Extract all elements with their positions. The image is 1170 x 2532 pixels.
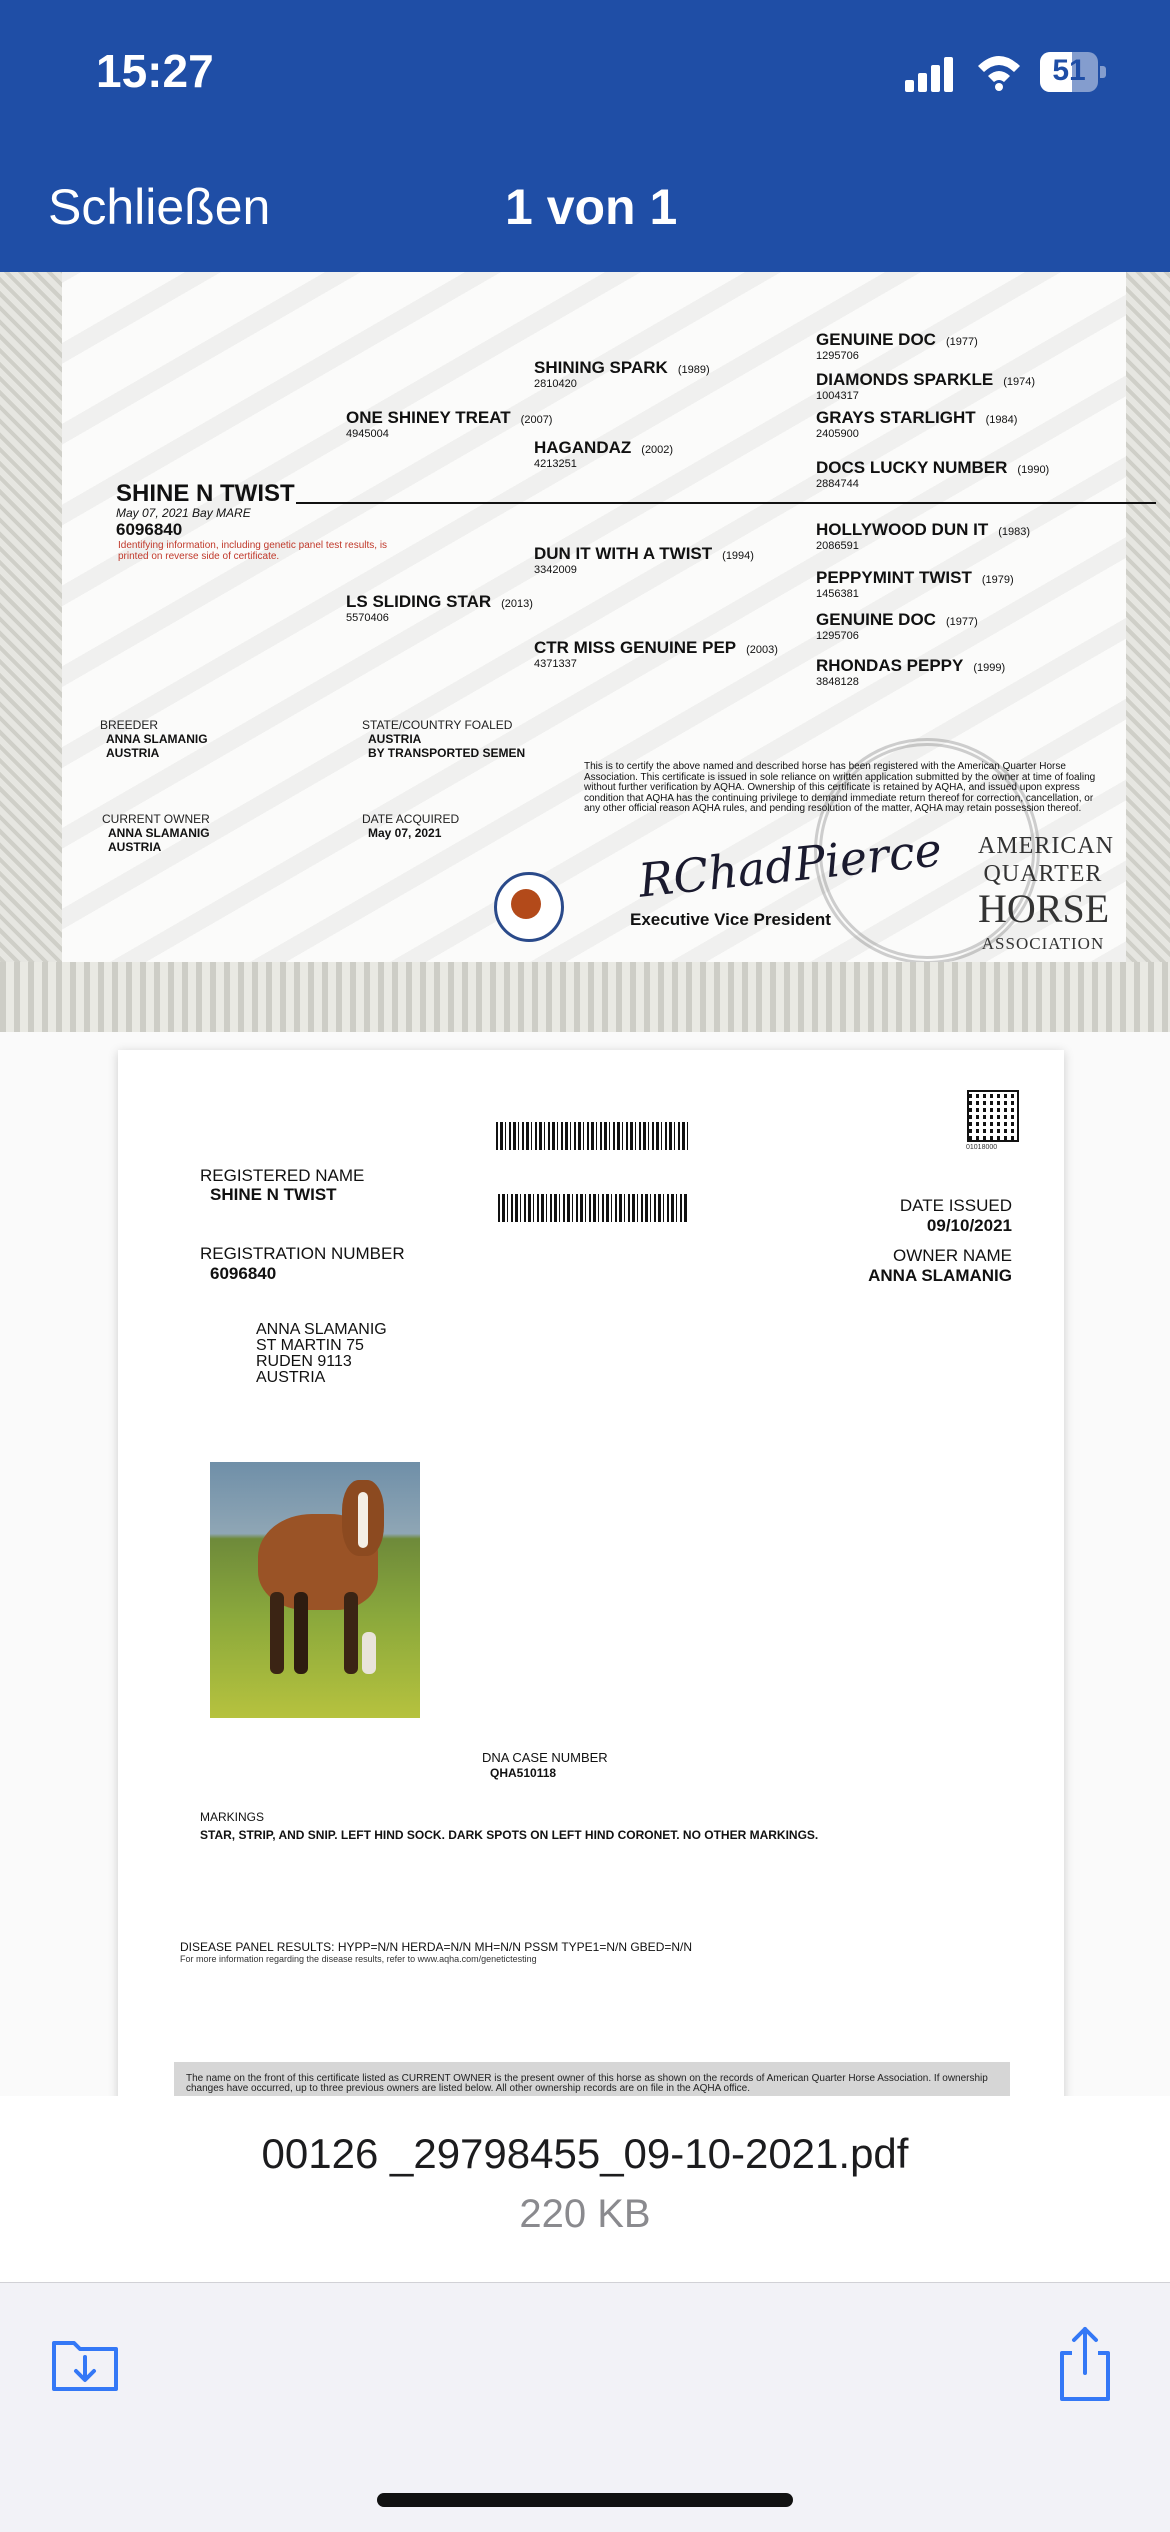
pedigree-year: (1989) <box>677 364 710 376</box>
battery-percentage: 51 <box>1052 54 1086 87</box>
address-line: AUSTRIA <box>256 1369 326 1386</box>
pedigree-year: (1979) <box>981 574 1014 586</box>
registration-number: 6096840 <box>210 1264 277 1283</box>
registration-certificate <box>0 272 1170 1032</box>
dna-case-label: DNA CASE NUMBER <box>482 1750 608 1765</box>
file-name: 00126 _29798455_09-10-2021.pdf <box>261 2130 909 2177</box>
pedigree-year: (1990) <box>1017 464 1050 476</box>
pedigree-year: (1977) <box>945 336 978 348</box>
signer-title: Executive Vice President <box>630 910 831 929</box>
foal-leg <box>270 1592 284 1674</box>
pedigree-name: RHONDAS PEPPY <box>816 656 964 675</box>
disease-info-link-text: For more information regarding the disease results, refer to www.aqha.com/genetictesting <box>180 1954 537 1964</box>
pedigree-name: PEPPYMINT TWIST <box>816 568 972 587</box>
foal-leg <box>344 1592 358 1674</box>
date-issued: 09/10/2021 <box>926 1216 1012 1235</box>
pedigree-entry <box>534 438 673 470</box>
qr-code <box>967 1090 1019 1142</box>
markings-text: STAR, STRIP, AND SNIP. LEFT HIND SOCK. DARK SPOTS ON LEFT HIND CORONET. NO OTHER MARKINGS. <box>200 1828 819 1842</box>
logo-line: HORSE <box>978 886 1110 931</box>
file-info <box>0 2096 1170 2283</box>
pedigree-name: CTR MISS GENUINE PEP <box>534 638 737 657</box>
pedigree-number: 4371337 <box>534 658 577 670</box>
pedigree-number: 2405900 <box>816 428 859 440</box>
pedigree-name: DUN IT WITH A TWIST <box>534 544 713 563</box>
barcode <box>498 1194 688 1222</box>
file-size: 220 KB <box>519 2192 651 2236</box>
address-line: ANNA SLAMANIG <box>256 1321 387 1338</box>
pedigree-name: GENUINE DOC <box>816 330 936 349</box>
wifi-icon <box>976 52 1022 92</box>
genetic-info-note: Identifying information, including genetic panel test results, is printed on reverse side of certificate. <box>118 540 388 562</box>
pedigree-year: (1983) <box>998 526 1030 538</box>
pedigree-line <box>296 502 1156 504</box>
heritage-badge-icon <box>494 872 564 942</box>
pedigree-entry <box>816 458 1049 490</box>
pedigree-year: (1974) <box>1003 376 1036 388</box>
pedigree-year: (1984) <box>985 414 1018 426</box>
registered-name-label: REGISTERED NAME <box>200 1166 365 1185</box>
pedigree-name: LS SLIDING STAR <box>346 592 492 611</box>
date-acquired-label: DATE ACQUIRED <box>362 812 460 826</box>
registration-number-label: REGISTRATION NUMBER <box>200 1244 405 1263</box>
pedigree-number: 2086591 <box>816 540 859 552</box>
pedigree-entry <box>346 592 533 624</box>
mailing-address <box>256 1322 387 1386</box>
pedigree-year: (2007) <box>520 414 553 426</box>
pedigree-entry <box>816 610 978 642</box>
bottom-toolbar <box>0 2283 1170 2532</box>
disease-panel-results: DISEASE PANEL RESULTS: HYPP=N/N HERDA=N/N MH=N/N PSSM TYPE1=N/N GBED=N/N <box>180 1940 693 1954</box>
pedigree-entry <box>816 370 1035 402</box>
horse-photo <box>210 1462 420 1718</box>
status-time: 15:27 <box>96 45 214 97</box>
pedigree-name: HAGANDAZ <box>534 438 632 457</box>
pedigree-entry <box>816 656 1005 688</box>
pedigree-number: 1295706 <box>816 630 859 642</box>
breeder-country: AUSTRIA <box>106 746 160 760</box>
pedigree-year: (2003) <box>746 644 778 656</box>
foaled-block <box>362 718 525 760</box>
registered-name: SHINE N TWIST <box>210 1185 337 1204</box>
breeder-block <box>100 718 208 760</box>
pedigree-number: 3342009 <box>534 564 577 576</box>
pedigree-entry <box>534 358 710 390</box>
pedigree-name: HOLLYWOOD DUN IT <box>816 520 989 539</box>
current-owner-country: AUSTRIA <box>108 840 162 854</box>
pedigree-number: 1456381 <box>816 588 859 600</box>
foaled-method: BY TRANSPORTED SEMEN <box>368 746 526 760</box>
ownership-footer-text: The name on the front of this certificate listed as CURRENT OWNER is the present owner of this horse as shown on the records of American Quarter Horse Association. If ownership changes have occurred, up to three previous owners are listed below. All other ownership records are on file in the AQHA office. <box>186 2073 988 2094</box>
current-owner-block <box>102 812 210 854</box>
cellular-signal-icon <box>905 56 955 92</box>
pedigree-name: ONE SHINEY TREAT <box>346 408 511 427</box>
pedigree-name: GRAYS STARLIGHT <box>816 408 976 427</box>
owner-name: ANNA SLAMANIG <box>868 1266 1012 1285</box>
logo-line: QUARTER <box>983 861 1103 887</box>
owner-name-label: OWNER NAME <box>893 1246 1012 1265</box>
markings-label: MARKINGS <box>200 1810 265 1824</box>
home-indicator[interactable] <box>377 2493 793 2507</box>
pedigree-year: (1999) <box>973 662 1006 674</box>
foaled-label: STATE/COUNTRY FOALED <box>362 718 513 732</box>
pedigree-entry <box>816 408 1017 440</box>
address-line: ST MARTIN 75 <box>256 1337 364 1354</box>
logo-line: AMERICAN <box>978 833 1115 859</box>
horse-name: SHINE N TWIST <box>116 480 295 507</box>
pedigree-number: 4213251 <box>534 458 577 470</box>
pedigree-year: (2013) <box>501 598 533 610</box>
pdf-viewport[interactable] <box>0 272 1170 2096</box>
address-line: RUDEN 9113 <box>256 1353 352 1370</box>
pedigree-entry <box>534 638 778 670</box>
qr-number: 01018000 <box>966 1144 998 1151</box>
horse-emblem-icon <box>511 889 541 919</box>
pedigree-name: DIAMONDS SPARKLE <box>816 370 994 389</box>
ownership-footer <box>174 2062 1010 2096</box>
pedigree-number: 5570406 <box>346 612 389 624</box>
horse-foaling-info: May 07, 2021 Bay MARE <box>116 506 251 520</box>
pedigree-name: SHINING SPARK <box>534 358 668 377</box>
pedigree-number: 2810420 <box>534 378 577 390</box>
pedigree-number: 2884744 <box>816 478 859 490</box>
pedigree-entry <box>816 520 1030 552</box>
foal-sock <box>362 1632 376 1674</box>
pedigree-entry <box>816 568 1014 600</box>
breeder-name: ANNA SLAMANIG <box>106 732 208 746</box>
current-owner-name: ANNA SLAMANIG <box>108 826 210 840</box>
aqha-logo <box>978 832 1115 958</box>
pedigree-year: (2002) <box>641 444 674 456</box>
save-to-files-icon[interactable] <box>50 2329 120 2399</box>
pedigree-number: 3848128 <box>816 676 859 688</box>
date-acquired-value: May 07, 2021 <box>368 826 442 840</box>
battery-icon <box>1040 52 1108 92</box>
barcode <box>496 1122 688 1150</box>
current-owner-label: CURRENT OWNER <box>102 812 210 826</box>
navigation-bar <box>0 0 1170 272</box>
pedigree-number: 1295706 <box>816 350 859 362</box>
dna-case-number: QHA510118 <box>490 1766 557 1780</box>
pedigree-entry <box>346 408 552 440</box>
pedigree-number: 4945004 <box>346 428 389 440</box>
foal-blaze <box>358 1492 368 1548</box>
registration-page <box>118 1050 1064 2096</box>
pedigree-entry <box>816 330 978 362</box>
battery-tip <box>1100 66 1106 78</box>
pedigree-entry <box>534 544 754 576</box>
signature: RChadPierce <box>636 822 945 908</box>
foal-leg <box>294 1592 308 1674</box>
close-button[interactable]: Schließen <box>48 179 271 235</box>
certificate-border <box>0 962 1170 1032</box>
logo-line: ASSOCIATION <box>981 934 1105 953</box>
page-counter: 1 von 1 <box>505 179 678 235</box>
pedigree-name: GENUINE DOC <box>816 610 936 629</box>
horse-registration-number: 6096840 <box>116 520 183 539</box>
foaled-country: AUSTRIA <box>368 732 422 746</box>
breeder-label: BREEDER <box>100 718 159 732</box>
date-issued-label: DATE ISSUED <box>899 1196 1012 1215</box>
pedigree-year: (1994) <box>722 550 754 562</box>
share-icon[interactable] <box>1050 2323 1120 2403</box>
pedigree-name: DOCS LUCKY NUMBER <box>816 458 1008 477</box>
certificate-legal-text: This is to certify the above named and described horse has been registered with the American Quarter Horse Association. This certificate is issued in sole reliance on written application submitted by the owner at time of foaling without further verification by AQHA. Ownership of this certificate is retained by AQHA, and issued upon express condition that AQHA has the continuing privilege to demand immediate return thereof for correction, cancellation, or any other official reason AQHA rules, and pending resolution of the matter, AQHA may retain possession thereof. <box>584 761 1096 814</box>
date-acquired-block <box>362 812 459 840</box>
certificate-body <box>62 272 1126 962</box>
pedigree-number: 1004317 <box>816 390 859 402</box>
pedigree-year: (1977) <box>945 616 978 628</box>
